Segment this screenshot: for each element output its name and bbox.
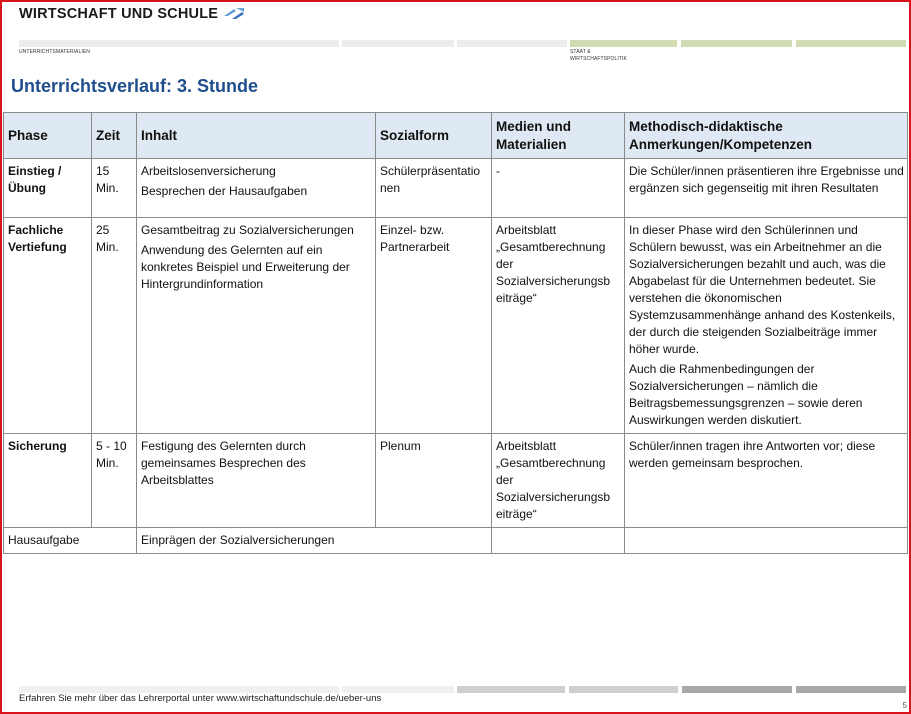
footer-bar — [796, 686, 906, 693]
medien-line: Sozialversicherungsb — [496, 274, 611, 288]
zeit-line1: 25 — [96, 223, 110, 237]
cell-sozialform: Plenum — [376, 434, 492, 528]
homework-empty-cell — [625, 528, 908, 554]
cell-sozialform — [376, 218, 492, 434]
header-bar — [457, 40, 567, 47]
medien-line: „Gesamtberechnung — [496, 240, 606, 254]
medien-line: Arbeitsblatt — [496, 223, 557, 237]
header-methodisch-line2: Anmerkungen/Kompetenzen — [629, 136, 813, 152]
cell-zeit — [92, 218, 137, 434]
inhalt-paragraph: Arbeitslosenversicherung — [141, 164, 276, 178]
header-medien — [492, 113, 625, 159]
zeit-line1: 15 — [96, 164, 110, 178]
homework-label: Hausaufgabe — [4, 528, 137, 554]
footer-text: Erfahren Sie mehr über das Lehrerportal unter www.wirtschaftundschule.de/ueber-uns — [19, 693, 382, 704]
inhalt-paragraph: Gesamtbeitrag zu Sozialversicherungen — [141, 223, 354, 237]
cell-phase — [4, 159, 92, 218]
methodisch-paragraph: Schüler/innen tragen ihre Antworten vor; diese werden gemeinsam besprochen. — [629, 439, 876, 470]
medien-line: der — [496, 257, 514, 271]
cell-medien — [492, 434, 625, 528]
brand-name: WIRTSCHAFT UND SCHULE — [19, 6, 219, 22]
zeit-line2: Min. — [96, 456, 119, 470]
brand-logo — [19, 6, 246, 22]
table-row-homework — [4, 528, 908, 554]
header-zeit: Zeit — [92, 113, 137, 159]
header-methodisch — [625, 113, 908, 159]
cell-phase — [4, 218, 92, 434]
cell-inhalt — [137, 434, 376, 528]
zeit-line2: Min. — [96, 181, 119, 195]
header-right-note-line1: STAAT & — [570, 49, 591, 55]
table-row — [4, 218, 908, 434]
sozialform-line1: Einzel- bzw. — [380, 223, 445, 237]
inhalt-paragraph: Besprechen der Hausaufgaben — [141, 184, 308, 198]
header-left-note: UNTERRICHTSMATERIALIEN — [19, 49, 91, 55]
footer-bar — [682, 686, 792, 693]
page-number: 5 — [902, 701, 907, 710]
inhalt-paragraph: Festigung des Gelernten durch gemeinsames Besprechen des Arbeitsblattes — [141, 439, 306, 487]
header-right-note-line2: WIRTSCHAFTSPOLITIK — [570, 56, 627, 62]
medien-line: eiträge“ — [496, 507, 537, 521]
cell-zeit — [92, 159, 137, 218]
header-sozialform: Sozialform — [376, 113, 492, 159]
table-row — [4, 434, 908, 528]
lesson-plan-table — [3, 112, 908, 554]
sozialform-line2: nen — [380, 181, 401, 195]
cell-zeit — [92, 434, 137, 528]
header-medien-line2: Materialien — [496, 136, 567, 152]
methodisch-paragraph: In dieser Phase wird den Schülerinnen und Schülern bewusst, was ein Arbeitnehmer an die Sozialversicherungen bezahlt und auch, was die Abgabelast für die Unternehmen bedeutet. Sie verstehen die ökonomischen Systemzusammenhänge anhand des Kostenkeils, der durch die steigenden Sozialbeiträge immer höher wurde. — [629, 223, 896, 356]
cell-sozialform — [376, 159, 492, 218]
header-bar — [796, 40, 906, 47]
header-bar — [570, 40, 677, 47]
sozialform-line2: Partnerarbeit — [380, 240, 450, 254]
cell-medien: - — [492, 159, 625, 218]
phase-line2: Vertiefung — [8, 240, 67, 254]
medien-line: Sozialversicherungsb — [496, 490, 611, 504]
footer-bar — [457, 686, 565, 693]
medien-line: „Gesamtberechnung — [496, 456, 606, 470]
header-inhalt: Inhalt — [137, 113, 376, 159]
sozialform-line1: Schülerpräsentatio — [380, 164, 481, 178]
page-title: Unterrichtsverlauf: 3. Stunde — [11, 76, 259, 96]
header-medien-line1: Medien und — [496, 118, 571, 134]
homework-content: Einprägen der Sozialversicherungen — [137, 528, 492, 554]
footer-bar — [342, 686, 454, 693]
zeit-line1: 5 - 10 — [96, 439, 127, 453]
footer-bar — [569, 686, 678, 693]
cell-methodisch — [625, 434, 908, 528]
header-bar — [681, 40, 792, 47]
cell-phase: Sicherung — [4, 434, 92, 528]
cell-inhalt — [137, 218, 376, 434]
header-bar — [19, 40, 339, 47]
header-bar — [342, 40, 454, 47]
cell-inhalt — [137, 159, 376, 218]
double-arrow-icon — [222, 6, 246, 22]
methodisch-paragraph: Auch die Rahmenbedingungen der Sozialversicherungen – nämlich die Beitragsbemessungsgrenzen – sowie deren Auswirkungen werden diskutiert. — [629, 362, 863, 427]
header-phase: Phase — [4, 113, 92, 159]
table-header-row — [4, 113, 908, 159]
cell-methodisch — [625, 218, 908, 434]
medien-line: der — [496, 473, 514, 487]
cell-medien — [492, 218, 625, 434]
medien-line: Arbeitsblatt — [496, 439, 557, 453]
inhalt-paragraph: Anwendung des Gelernten auf ein konkretes Beispiel und Erweiterung der Hintergrundinformation — [141, 243, 350, 291]
phase-line2: Übung — [8, 181, 46, 195]
medien-line: eiträge“ — [496, 291, 537, 305]
phase-line1: Einstieg / — [8, 164, 62, 178]
methodisch-paragraph: Die Schüler/innen präsentieren ihre Ergebnisse und ergänzen sich gegenseitig mit ihren Resultaten — [629, 164, 904, 195]
phase-line1: Fachliche — [8, 223, 64, 237]
footer-bar — [19, 686, 339, 693]
header-methodisch-line1: Methodisch-didaktische — [629, 118, 783, 134]
zeit-line2: Min. — [96, 240, 119, 254]
homework-empty-cell — [492, 528, 625, 554]
table-row — [4, 159, 908, 218]
cell-methodisch — [625, 159, 908, 218]
